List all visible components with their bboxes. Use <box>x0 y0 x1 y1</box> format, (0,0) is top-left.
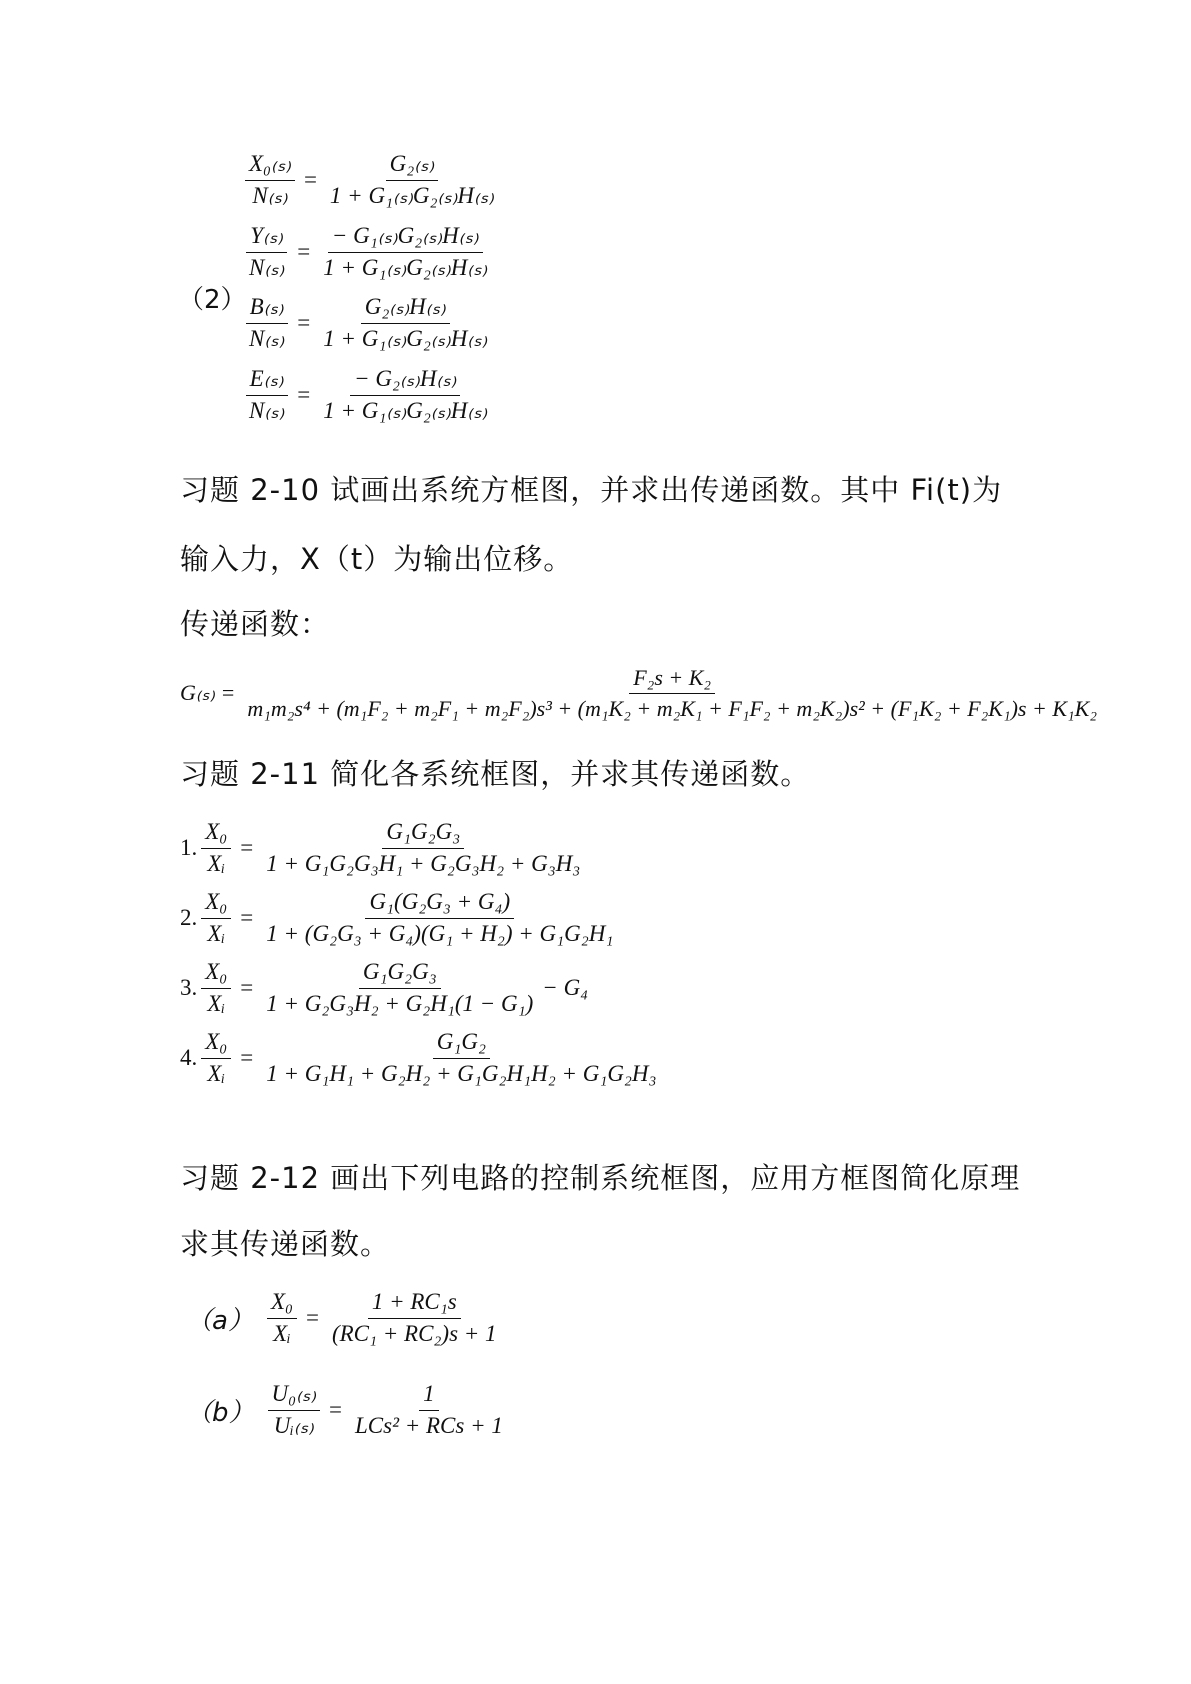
eq2-rhs-den: 1 + G₁₍ₛ₎G₂₍ₛ₎H₍ₛ₎ <box>323 254 488 280</box>
problem-2-10-equation: G₍ₛ₎ = F₂s + K₂ m₁m₂s⁴ + (m₁F₂ + m₂F₁ + m₂F₂)s³ + (m₁K₂ + m₂K₁ + F₁F₂ + m₂K₂)s² + (F₁K₂ + F₂K₁)s + K₁K₂ <box>180 664 1104 722</box>
p212-a-lhs-num: X₀ <box>267 1288 297 1319</box>
p211-eq3-rhs-num: G₁G₂G₃ <box>359 958 441 989</box>
p212-a-rhs-den: (RC₁ + RC₂)s + 1 <box>331 1320 497 1346</box>
p212-a-lhs-den: Xᵢ <box>273 1320 291 1346</box>
eq3-lhs-num: B₍ₛ₎ <box>246 293 288 324</box>
eq3-rhs-num: G₂₍ₛ₎H₍ₛ₎ <box>361 293 450 324</box>
eq3-lhs-den: N₍ₛ₎ <box>249 325 285 351</box>
transfer-function-label: 传递函数： <box>180 607 331 641</box>
eq4-lhs-den: N₍ₛ₎ <box>249 397 285 423</box>
part2-eq-3: $\frac{\text{B₍ₛ₎}}{\text{N₍ₛ₎}}$ = $\frac{\text{G₂₍ₛ₎H₍ₛ₎}}{\text{1 + G₁₍ₛ₎G₂₍ₛ₎H₍ₛ₎}}$ <box>242 293 494 354</box>
eq1-rhs-den: 1 + G₁₍ₛ₎G₂₍ₛ₎H₍ₛ₎ <box>329 182 494 208</box>
p211-eq-3: 3. $\frac{\text{X₀}}{\text{Xᵢ}}$ = $\frac{\text{G₁G₂G₃}}{\text{1 + G₂G₃H₂ + G₂H₁(1 − G₁)}}$ − G₄ <box>180 958 588 1019</box>
problem-2-10-line-2: 输入力，X（t）为输出位移。 <box>180 542 574 576</box>
p211-eq3-prefix: 3. <box>180 975 198 1001</box>
part2-eq-4: $\frac{\text{E₍ₛ₎}}{\text{N₍ₛ₎}}$ = $\frac{\text{− G₂₍ₛ₎H₍ₛ₎}}{\text{1 + G₁₍ₛ₎G₂₍ₛ₎H₍ₛ₎}}$ <box>242 365 494 426</box>
p212-a-rhs-num: 1 + RC₁s <box>368 1288 461 1319</box>
p212-b-label: （b） <box>186 1397 255 1428</box>
p211-eq-4: 4. $\frac{\text{X₀}}{\text{Xᵢ}}$ = $\frac{\text{G₁G₂}}{\text{1 + G₁H₁ + G₂H₂ + G₁G₂H₁H₂ + G₁G₂H₃}}$ <box>180 1028 664 1089</box>
eq4-lhs-num: E₍ₛ₎ <box>246 365 288 396</box>
eq4-rhs-den: 1 + G₁₍ₛ₎G₂₍ₛ₎H₍ₛ₎ <box>323 397 488 423</box>
eq1-lhs-den: N₍ₛ₎ <box>252 182 288 208</box>
p211-eq1-rhs-num: G₁G₂G₃ <box>382 818 464 849</box>
problem-2-11-title: 习题 2-11 简化各系统框图，并求其传递函数。 <box>180 757 811 791</box>
p211-eq3-suffix: − G₄ <box>542 975 589 1001</box>
part2-eq-2: $\frac{\text{Y₍ₛ₎}}{\text{N₍ₛ₎}}$ = $\frac{\text{− G₁₍ₛ₎G₂₍ₛ₎H₍ₛ₎}}{\text{1 + G₁₍ₛ₎G₂₍ₛ₎H₍ₛ₎}}$ <box>242 222 494 283</box>
eq3-rhs-den: 1 + G₁₍ₛ₎G₂₍ₛ₎H₍ₛ₎ <box>323 325 488 351</box>
eq4-rhs-num: − G₂₍ₛ₎H₍ₛ₎ <box>350 365 460 396</box>
p211-eq-2: 2. $\frac{\text{X₀}}{\text{Xᵢ}}$ = $\frac{\text{G₁(G₂G₃ + G₄)}}{\text{1 + (G₂G₃ + G₄)(G₁ + H₂) + G₁G₂H₁}}$ <box>180 888 620 949</box>
eq1-lhs-num: X₀₍ₛ₎ <box>245 150 295 181</box>
eq-2-10-num: F₂s + K₂ <box>629 664 715 694</box>
p211-eq1-rhs-den: 1 + G₁G₂G₃H₁ + G₂G₃H₂ + G₃H₃ <box>266 850 581 876</box>
problem-2-10-line-1: 习题 2-10 试画出系统方框图，并求出传递函数。其中 Fi(t)为 <box>180 473 1003 507</box>
p212-b-lhs-num: U₀₍ₛ₎ <box>268 1380 320 1411</box>
p211-eq2-rhs-num: G₁(G₂G₃ + G₄) <box>365 888 514 919</box>
p211-eq4-lhs-den: Xᵢ <box>207 1060 226 1086</box>
p212-b-rhs-den: LCs² + RCs + 1 <box>354 1412 503 1438</box>
p212-b-lhs-den: Uᵢ₍ₛ₎ <box>273 1412 314 1438</box>
eq2-lhs-den: N₍ₛ₎ <box>249 254 285 280</box>
problem-2-12-line-2: 求其传递函数。 <box>180 1227 391 1261</box>
part2-label: （2） <box>178 285 247 315</box>
p211-eq2-lhs-num: X₀ <box>201 888 231 919</box>
p211-eq-1: 1. $\frac{\text{X₀}}{\text{Xᵢ}}$ = $\frac{\text{G₁G₂G₃}}{\text{1 + G₁G₂G₃H₁ + G₂G₃H₂ + G₃H₃}}$ <box>180 818 587 879</box>
p211-eq4-rhs-den: 1 + G₁H₁ + G₂H₂ + G₁G₂H₁H₂ + G₁G₂H₃ <box>266 1060 657 1086</box>
p211-eq4-rhs-num: G₁G₂ <box>433 1028 490 1059</box>
p212-eq-b: （b） $\frac{\text{U₀₍ₛ₎}}{\text{Uᵢ₍ₛ₎}}$ = $\frac{1}{\text{LCs² + RCs + 1}}$ <box>186 1380 510 1441</box>
p211-eq4-prefix: 4. <box>180 1045 198 1071</box>
p212-eq-a: （a） $\frac{\text{X₀}}{\text{Xᵢ}}$ = $\frac{\text{1 + RC₁s}}{\text{(RC₁ + RC₂)s + 1}}$ <box>186 1288 504 1349</box>
p211-eq2-prefix: 2. <box>180 905 198 931</box>
p211-eq1-lhs-num: X₀ <box>201 818 231 849</box>
p211-eq3-lhs-den: Xᵢ <box>207 990 226 1016</box>
p211-eq4-lhs-num: X₀ <box>201 1028 231 1059</box>
part2-eq-1: $\frac{\text{X₀₍ₛ₎}}{\text{N₍ₛ₎}}$ = $\frac{\text{G₂₍ₛ₎}}{\text{1 + G₁₍ₛ₎G₂₍ₛ₎H₍ₛ₎}}$ <box>242 150 501 211</box>
p211-eq2-rhs-den: 1 + (G₂G₃ + G₄)(G₁ + H₂) + G₁G₂H₁ <box>266 920 614 946</box>
eq2-lhs-num: Y₍ₛ₎ <box>246 222 287 253</box>
eq1-rhs-num: G₂₍ₛ₎ <box>386 150 438 181</box>
eq-lhs-G: G₍ₛ₎ <box>180 680 215 705</box>
p211-eq1-prefix: 1. <box>180 835 198 861</box>
problem-2-12-line-1: 习题 2-12 画出下列电路的控制系统框图，应用方框图简化原理 <box>180 1161 1021 1195</box>
p211-eq1-lhs-den: Xᵢ <box>207 850 226 876</box>
p212-b-rhs-num: 1 <box>419 1380 439 1411</box>
p211-eq2-lhs-den: Xᵢ <box>207 920 226 946</box>
eq2-rhs-num: − G₁₍ₛ₎G₂₍ₛ₎H₍ₛ₎ <box>328 222 483 253</box>
p211-eq3-rhs-den: 1 + G₂G₃H₂ + G₂H₁(1 − G₁) <box>266 990 534 1016</box>
p211-eq3-lhs-num: X₀ <box>201 958 231 989</box>
p212-a-label: （a） <box>186 1305 254 1336</box>
eq-2-10-den: m₁m₂s⁴ + (m₁F₂ + m₂F₁ + m₂F₂)s³ + (m₁K₂ + m₂K₁ + F₁F₂ + m₂K₂)s² + (F₁K₂ + F₂K₁)s + K₁K₂ <box>247 695 1097 721</box>
